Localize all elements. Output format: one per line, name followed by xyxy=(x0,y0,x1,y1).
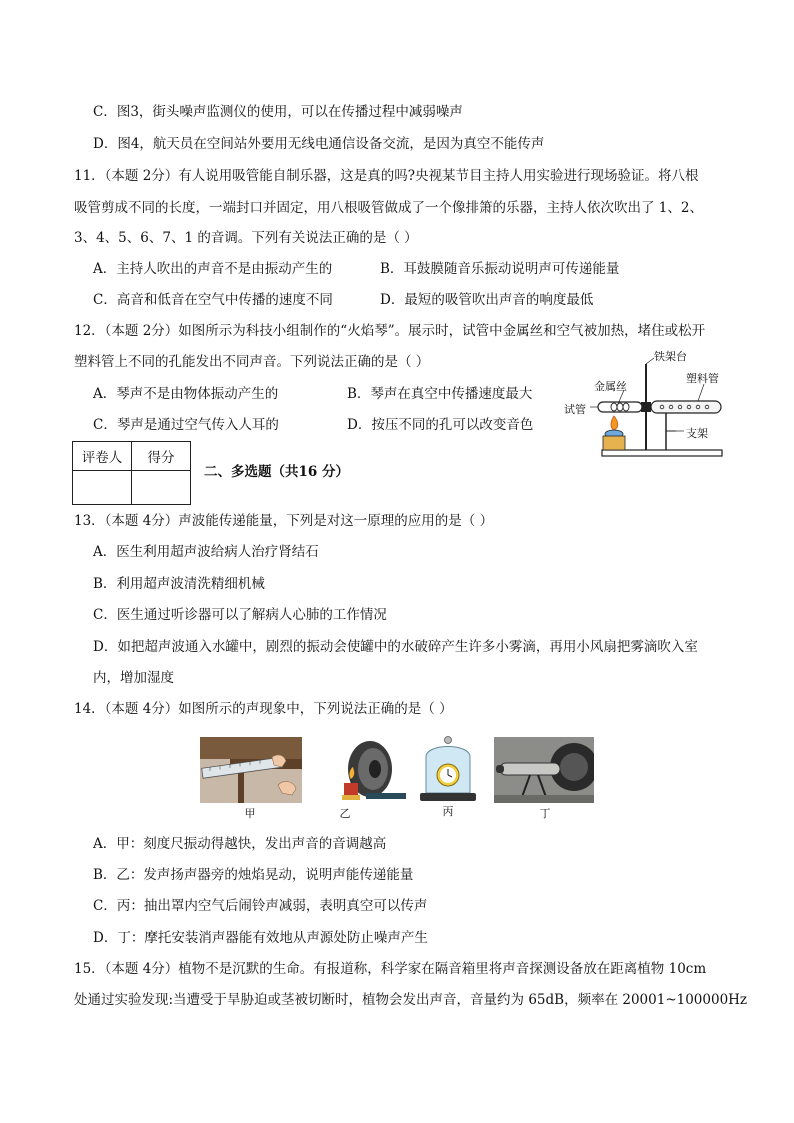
q12-option-d: D．按压不同的孔可以改变音色 xyxy=(347,417,534,433)
q15-stem-line2: 处通过实验发现:当遭受于旱胁迫或茎被切断时，植物会发出声音，音量约为 65dB，频率在 20001~100000Hz xyxy=(74,992,748,1008)
q14-option-a: A．甲：刻度尺振动得越快，发出声音的音调越高 xyxy=(93,836,387,852)
q11-stem-line2: 吸管剪成不同的长度，一端封口并固定，用八根吸管做成了一个像排箫的乐器，主持人依次吹出了 1、2、 xyxy=(74,200,703,216)
q12-option-b: B．琴声在真空中传播速度最大 xyxy=(347,386,533,402)
section-heading-multiple-choice: 二、多选题（共16 分） xyxy=(204,464,349,480)
q10-option-d: D．图4，航天员在空间站外要用无线电通信设备交流，是因为真空不能传声 xyxy=(93,136,545,152)
q14-option-d: D．丁：摩托安装消声器能有效地从声源处防止噪声产生 xyxy=(93,930,428,946)
q14-option-c: C．丙：抽出罩内空气后闹铃声减弱，表明真空可以传声 xyxy=(93,898,428,914)
q11-stem-line1: 11．（本题 2分）有人说用吸管能自制乐器，这是真的吗?央视某节目主持人用实验进行现场验证。将八根 xyxy=(74,168,699,184)
q12-stem-line1: 12．（本题 2分）如图所示为科技小组制作的“火焰琴”。展示时，试管中金属丝和空气被加热，堵住或松开 xyxy=(74,323,706,339)
q13-option-a: A．医生利用超声波给病人治疗肾结石 xyxy=(93,544,319,560)
q12-stem-line2: 塑料管上不同的孔能发出不同声音。下列说法正确的是（ ） xyxy=(74,354,430,370)
score-table-reviewer-header: 评卷人 xyxy=(73,442,132,471)
q13-option-d-line1: D．如把超声波通入水罐中，剧烈的振动会使罐中的水破碎产生许多小雾滴，再用小风扇把雾滴吹入室 xyxy=(93,639,698,655)
q11-option-a: A．主持人吹出的声音不是由振动产生的 xyxy=(93,261,333,277)
q13-option-b: B．利用超声波清洗精细机械 xyxy=(93,576,265,592)
score-table-score-header: 得分 xyxy=(132,442,191,471)
fig-label-pipe: 塑料管 xyxy=(686,372,719,385)
q14-caption-bing: 丙 xyxy=(442,805,454,818)
q12-option-a: A．琴声不是由物体振动产生的 xyxy=(93,386,279,402)
fig-label-support: 支架 xyxy=(686,427,708,440)
q11-option-d: D．最短的吸管吹出声音的响度最低 xyxy=(380,292,594,308)
q14-image-jia xyxy=(200,737,302,803)
q14-stem: 14．（本题 4分）如图所示的声现象中，下列说法正确的是（ ） xyxy=(74,701,453,717)
q13-option-c: C．医生通过听诊器可以了解病人心肺的工作情况 xyxy=(93,607,387,623)
q10-option-c: C．图3，街头噪声监测仪的使用，可以在传播过程中减弱噪声 xyxy=(93,104,463,120)
q13-stem: 13．（本题 4分）声波能传递能量，下列是对这一原理的应用的是（ ） xyxy=(74,513,494,529)
q11-option-b: B．耳鼓膜随音乐振动说明声可传递能量 xyxy=(380,261,620,277)
q14-caption-jia: 甲 xyxy=(244,807,256,820)
flame-qin-figure xyxy=(558,346,730,464)
q11-stem-line3: 3、4、5、6、7、1 的音调。下列有关说法正确的是（ ） xyxy=(74,230,418,246)
q12-option-c: C．琴声是通过空气传入人耳的 xyxy=(93,417,279,433)
q14-option-b: B．乙：发声扬声器旁的烛焰晃动，说明声能传递能量 xyxy=(93,867,414,883)
score-table-reviewer-cell[interactable] xyxy=(73,471,132,505)
fig-label-stand: 铁架台 xyxy=(654,350,687,363)
score-table-score-cell[interactable] xyxy=(132,471,191,505)
q14-image-yi xyxy=(318,737,410,803)
q13-option-d-line2: 内，增加湿度 xyxy=(93,670,174,686)
fig-label-wire: 金属丝 xyxy=(594,380,627,393)
q14-image-bing xyxy=(420,735,476,803)
q14-image-ding xyxy=(494,737,594,803)
fig-label-tube: 试管 xyxy=(564,403,586,416)
q11-option-c: C．高音和低音在空气中传播的速度不同 xyxy=(93,292,333,308)
q15-stem-line1: 15．（本题 4分）植物不是沉默的生命。有报道称，科学家在隔音箱里将声音探测设备放在距离植物 10cm xyxy=(74,961,707,977)
score-table xyxy=(72,441,191,505)
q14-caption-yi: 乙 xyxy=(339,807,351,820)
q14-caption-ding: 丁 xyxy=(539,807,551,820)
